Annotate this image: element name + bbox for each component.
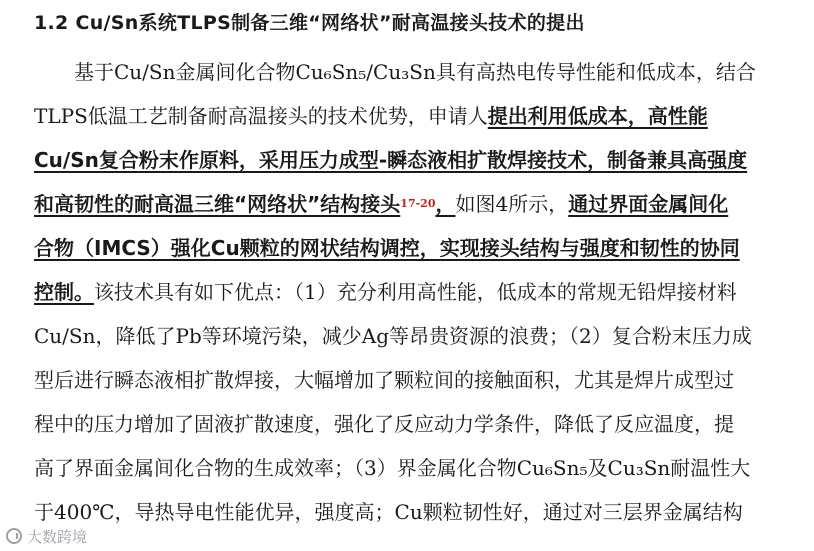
paragraph-line-3 bbox=[34, 138, 786, 182]
line-2-bold: 提出利用低成本，高性能 bbox=[487, 104, 708, 128]
line-1-text: 基于Cu/Sn金属间化合物Cu₆Sn₅/Cu₃Sn具有高热电传导性能和低成本，结合 bbox=[74, 60, 756, 84]
paragraph-line-7 bbox=[34, 314, 786, 358]
line-9-text: 程中的压力增加了固液扩散速度，强化了反应动力学条件，降低了反应温度，提 bbox=[34, 412, 734, 436]
paragraph-line-9 bbox=[34, 402, 786, 446]
line-7-text: Cu/Sn，降低了Pb等环境污染，减少Ag等昂贵资源的浪费；（2）复合粉末压力成 bbox=[34, 324, 752, 348]
citation-ref: 17-20 bbox=[400, 197, 436, 210]
watermark bbox=[6, 526, 87, 546]
watermark-logo-icon bbox=[6, 528, 22, 544]
line-4-bold2: 通过界面金属间化 bbox=[568, 192, 729, 216]
paragraph-line-1 bbox=[34, 50, 786, 94]
line-4-bold: 和高韧性的耐高温三维“网络状”结构接头 bbox=[34, 192, 401, 216]
paragraph-line-8 bbox=[34, 358, 786, 402]
line-4-plain: 如图4所示， bbox=[455, 192, 569, 216]
line-2-plain: TLPS低温工艺制备耐高温接头的技术优势，申请人 bbox=[34, 104, 488, 128]
watermark-text: 大数跨境 bbox=[27, 527, 88, 546]
paragraph-line-11 bbox=[34, 490, 786, 534]
paragraph-line-4 bbox=[34, 182, 786, 226]
line-3-bold: Cu/Sn复合粉末作原料，采用压力成型-瞬态液相扩散焊接技术，制备兼具高强度 bbox=[34, 148, 748, 172]
line-8-text: 型后进行瞬态液相扩散焊接，大幅增加了颗粒间的接触面积，尤其是焊片成型过 bbox=[34, 368, 734, 392]
paragraph-line-5 bbox=[34, 226, 786, 270]
line-6-bold: 控制。 bbox=[34, 280, 94, 304]
line-5-bold: 合物（IMCS）强化Cu颗粒的网状结构调控，实现接头结构与强度和韧性的协同 bbox=[34, 236, 740, 260]
paragraph-line-10 bbox=[34, 446, 786, 490]
line-6-plain: 该技术具有如下优点：（1）充分利用高性能，低成本的常规无铅焊接材料 bbox=[94, 280, 737, 304]
paragraph-line-2 bbox=[34, 94, 786, 138]
line-4-comma: ， bbox=[435, 192, 456, 216]
section-heading: 1.2 Cu/Sn系统TLPS制备三维“网络状”耐高温接头技术的提出 bbox=[34, 12, 585, 34]
line-11-text: 于400℃，导热导电性能优异，强度高；Cu颗粒韧性好，通过对三层界金属结构 bbox=[34, 500, 743, 524]
line-10-text: 高了界面金属间化合物的生成效率；（3）界金属化合物Cu₆Sn₅及Cu₃Sn耐温性大 bbox=[34, 456, 751, 480]
paragraph-line-6 bbox=[34, 270, 786, 314]
